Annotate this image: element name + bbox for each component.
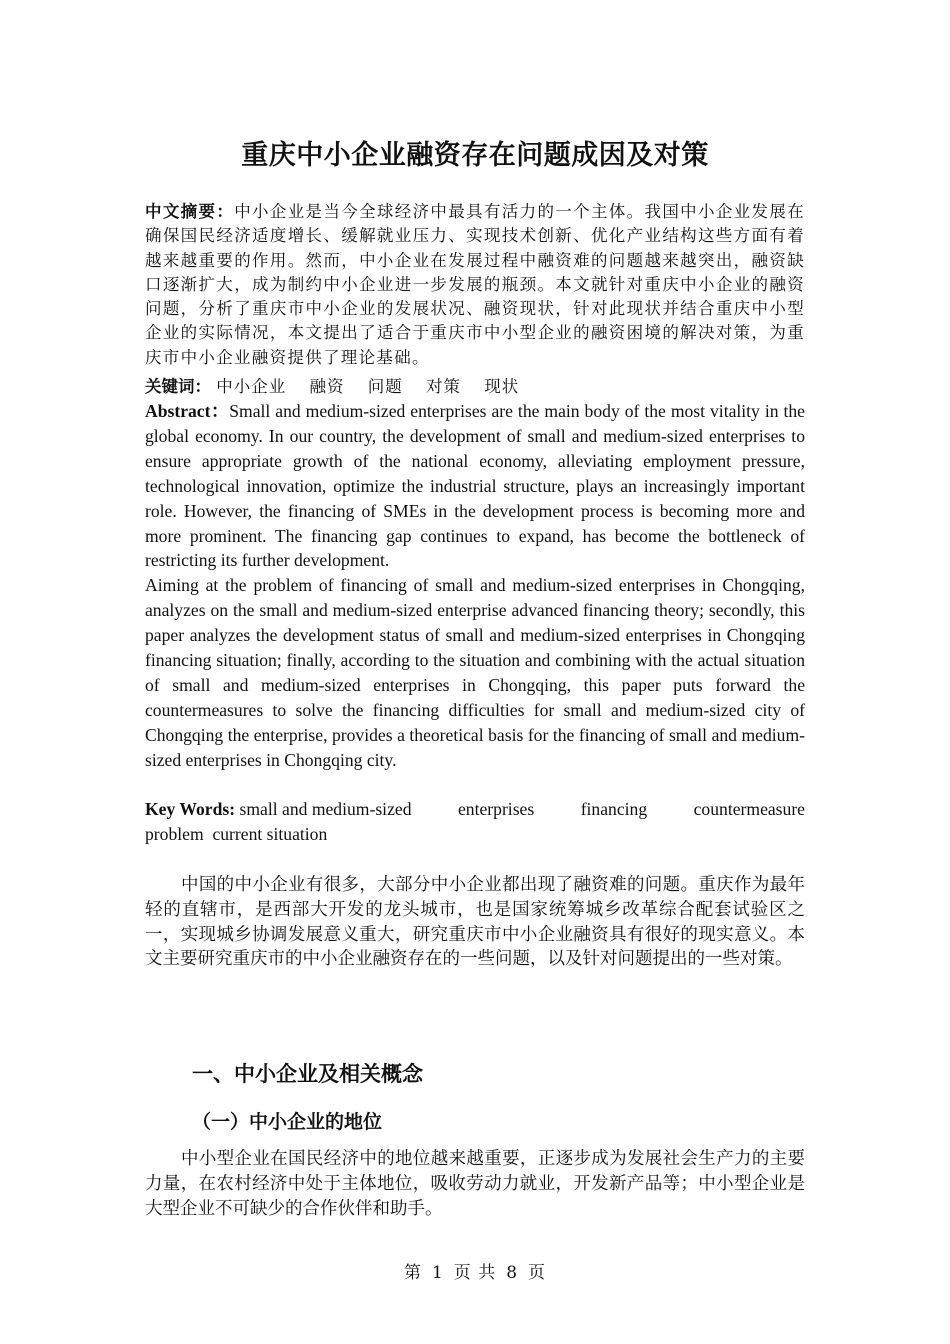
english-keyword: small and medium-sized xyxy=(239,799,412,819)
english-abstract-label: Abstract： xyxy=(145,401,230,421)
english-keyword: current situation xyxy=(212,823,328,844)
english-abstract-para1 xyxy=(145,399,805,573)
chinese-abstract-label: 中文摘要： xyxy=(145,202,235,221)
chinese-keyword: 融资 xyxy=(309,377,345,396)
english-keyword: financing xyxy=(580,799,648,819)
chinese-keyword: 问题 xyxy=(367,377,403,396)
page-footer xyxy=(0,1258,950,1283)
english-abstract xyxy=(145,399,805,773)
chinese-abstract-text: 中小企业是当今全球经济中最具有活力的一个主体。我国中小企业发展在确保国民经济适度增长、缓解就业压力、实现技术创新、优化产业结构这些方面有着越来越重要的作用。然而，中小企业在发展过程中融资难的问题越来越突出，融资缺口逐渐扩大，成为制约中小企业进一步发展的瓶颈。本文就针对重庆中小企业的融资问题，分析了重庆市中小企业的发展状况、融资现状，针对此现状并结合重庆中小型企业的实际情况，本文提出了适合于重庆市中小型企业的融资困境的解决对策，为重庆市中小企业融资提供了理论基础。 xyxy=(145,202,806,367)
english-abstract-text: Small and medium-sized enterprises are the main body of the most vitality in the global economy. In our country, the development of small and medium-sized enterprises to ensure appropriate growth of the national economy, alleviating employment pressure, technological innovation, optimize the industrial structure, plays an increasingly important role. However, the financing of SMEs in the development process is becoming more and more prominent. The financing gap continues to expand, has become the bottleneck of restricting its further development. xyxy=(145,401,805,571)
english-keywords-label: Key Words: xyxy=(145,799,236,819)
chinese-abstract xyxy=(145,200,805,370)
english-keyword: problem xyxy=(145,823,204,844)
footer-suffix: 页 xyxy=(528,1263,547,1283)
section-heading: 一、中小企业及相关概念 xyxy=(192,1061,423,1086)
chinese-keywords xyxy=(145,375,805,399)
total-pages: 8 xyxy=(506,1263,519,1283)
intro-paragraph: 中国的中小企业有很多，大部分中小企业都出现了融资难的问题。重庆作为最年轻的直辖市，是西部大开发的龙头城市，也是国家统筹城乡改革综合配套试验区之一，实现城乡协调发展意义重大，研究重庆市中小企业融资具有很好的现实意义。本文主要研究重庆市的中小企业融资存在的一些问题，以及针对问题提出的一些对策。 xyxy=(145,875,805,970)
section-paragraph: 中小型企业在国民经济中的地位越来越重要，正逐步成为发展社会生产力的主要力量，在农村经济中处于主体地位，吸收劳动力就业，开发新产品等；中小型企业是大型企业不可缺少的合作伙伴和助手。 xyxy=(145,1149,805,1219)
page-number: 1 xyxy=(431,1263,444,1283)
chinese-keyword: 对策 xyxy=(426,377,461,396)
chinese-keyword: 现状 xyxy=(484,377,520,396)
english-keywords xyxy=(145,797,805,847)
chinese-keyword: 中小企业 xyxy=(216,377,287,396)
subsection-heading: （一）中小企业的地位 xyxy=(192,1111,383,1133)
footer-prefix: 第 xyxy=(403,1263,422,1283)
document-title: 重庆中小企业融资存在问题成因及对策 xyxy=(241,140,709,171)
chinese-keywords-label: 关键词： xyxy=(145,377,211,396)
footer-middle: 页 共 xyxy=(453,1263,497,1283)
english-keyword: countermeasure xyxy=(693,799,805,819)
english-abstract-para2: Aiming at the problem of financing of small and medium-sized enterprises in Chongqing, analyzes on the small and medium-sized enterprise advanced financing theory; secondly, this paper analyzes the development status of small and medium-sized enterprises in Chongqing financing situation; finally, according to the situation and combining with the actual situation of small and medium-sized enterprises in Chongqing, this paper puts forward the countermeasures to solve the financing difficulties for small and medium-sized city of Chongqing the enterprise, provides a theoretical basis for the financing of small and medium-sized enterprises in Chongqing city. xyxy=(145,575,805,770)
english-keyword: enterprises xyxy=(457,799,535,819)
